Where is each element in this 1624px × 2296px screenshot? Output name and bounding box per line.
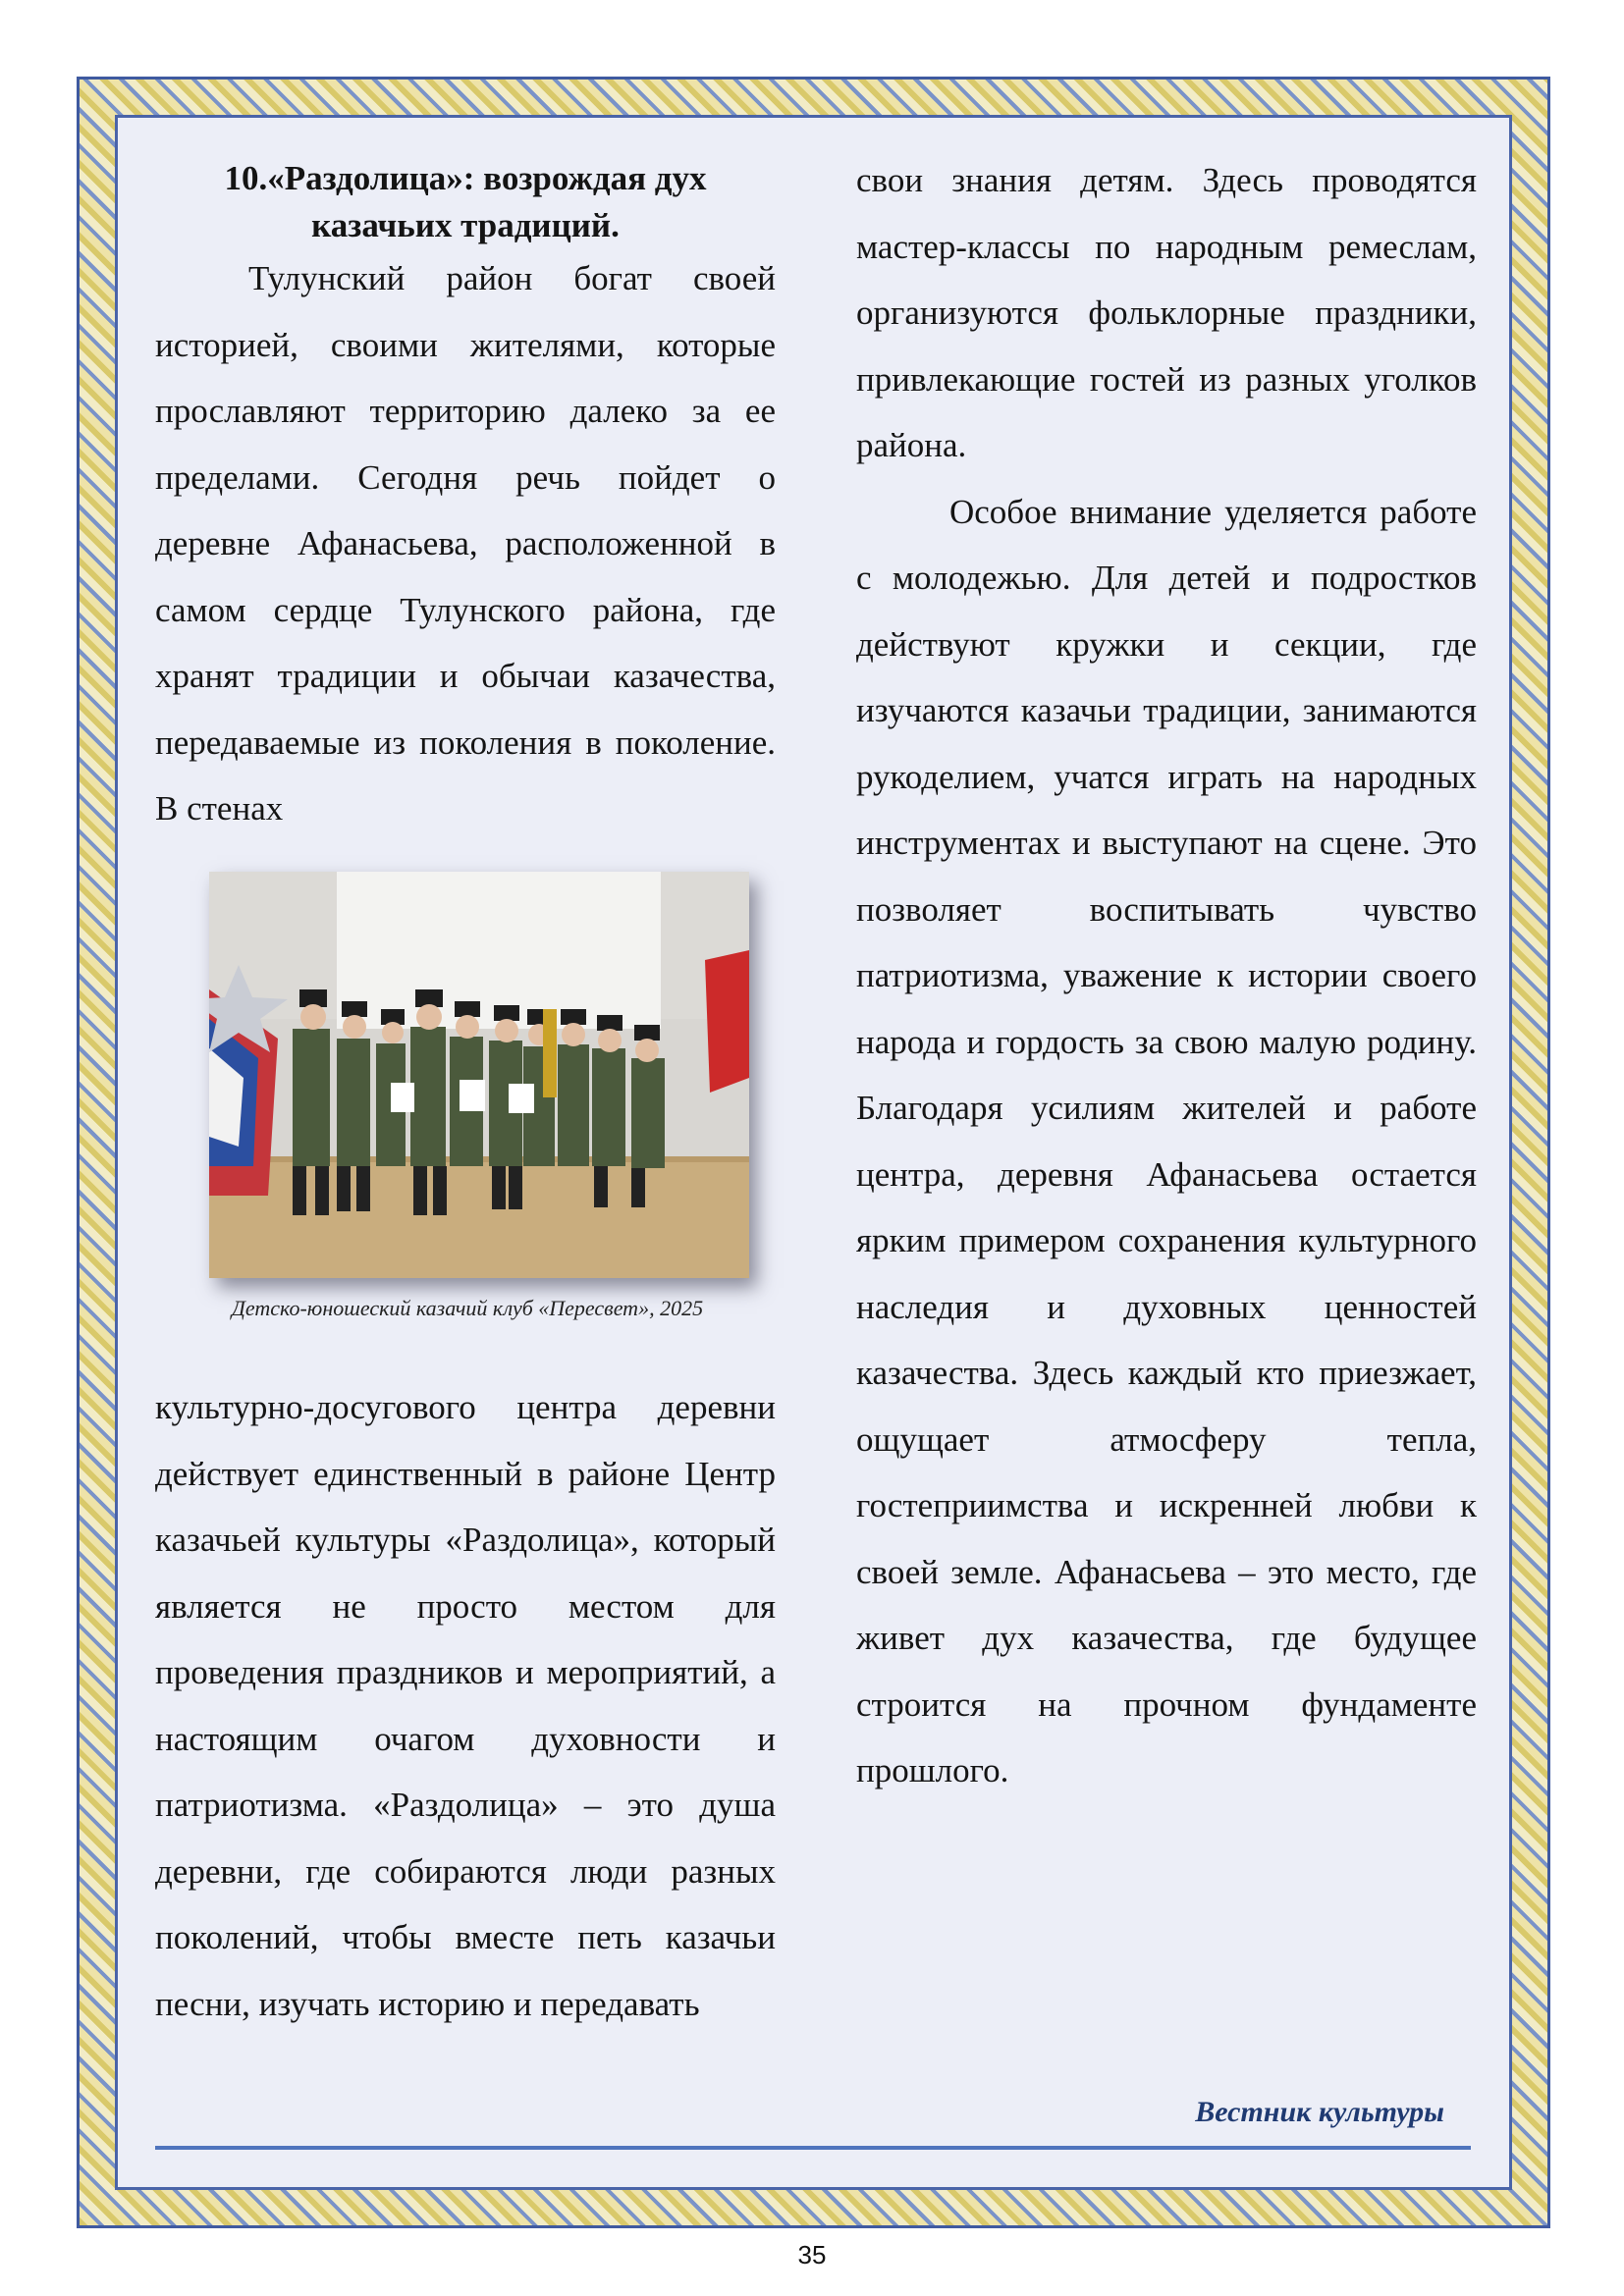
paragraph-youth: Особое внимание уделяется работе с молодежью. Для детей и подростков действуют кружки и секции, где изучаются казачьи традиции, занимаются рукоделием, учатся играть на народных инструментах и выступают на сцене. Это позволяет воспитывать чувство патриотизма, уважение к истории своего народа и гордость за свою малую родину. Благодаря усилиям жителей и работе центра, деревня Афанасьева остается ярким примером сохранения культурного наследия и духовных ценностей казачества. Здесь каждый кто приезжает, ощущает атмосферу тепла, гостеприимства и искренней любви к своей земле. Афанасьева – это место, где живет дух казачества, где будущее строится на прочном фундаменте прошлого. [856, 492, 1477, 1789]
paragraph-continuation: свои знания детям. Здесь проводятся мастер-классы по народным ремеслам, организуются фольклорные праздники, привлекающие гостей из разных уголков района. [856, 161, 1477, 464]
article-title [155, 155, 776, 249]
publication-title: Вестник культуры [1195, 2096, 1444, 2128]
footer-divider [155, 2146, 1471, 2150]
left-column-top [155, 245, 776, 842]
photo-illustration [209, 872, 749, 1278]
right-column [856, 147, 1477, 1804]
paragraph-intro: Тулунский район богат своей историей, своими жителями, которые прославляют территорию далеко за ее пределами. Сегодня речь пойдет о деревне Афанасьева, расположенной в самом сердце Тулунского района, где хранят традиции и обычаи казачества, передаваемые из поколения в поколение. В стенах [155, 259, 776, 828]
left-column-bottom [155, 1374, 776, 2037]
paragraph-center: культурно-досугового центра деревни действует единственный в районе Центр казачьей культуры «Раздолица», который является не просто местом для проведения праздников и мероприятий, а настоящим очагом духовности и патриотизма. «Раздолица» – это душа деревни, где собираются люди разных поколений, чтобы вместе петь казачьи песни, изучать историю и передавать [155, 1388, 776, 2023]
group-photo [209, 872, 749, 1278]
photo-caption: Детско-юношеский казачий клуб «Пересвет», 2025 [231, 1296, 704, 1320]
page-number: 35 [797, 2240, 827, 2269]
article-title-line-1: 10.«Раздолица»: возрождая дух [224, 159, 707, 197]
article-title-line-2: казачьих традиций. [311, 206, 620, 244]
